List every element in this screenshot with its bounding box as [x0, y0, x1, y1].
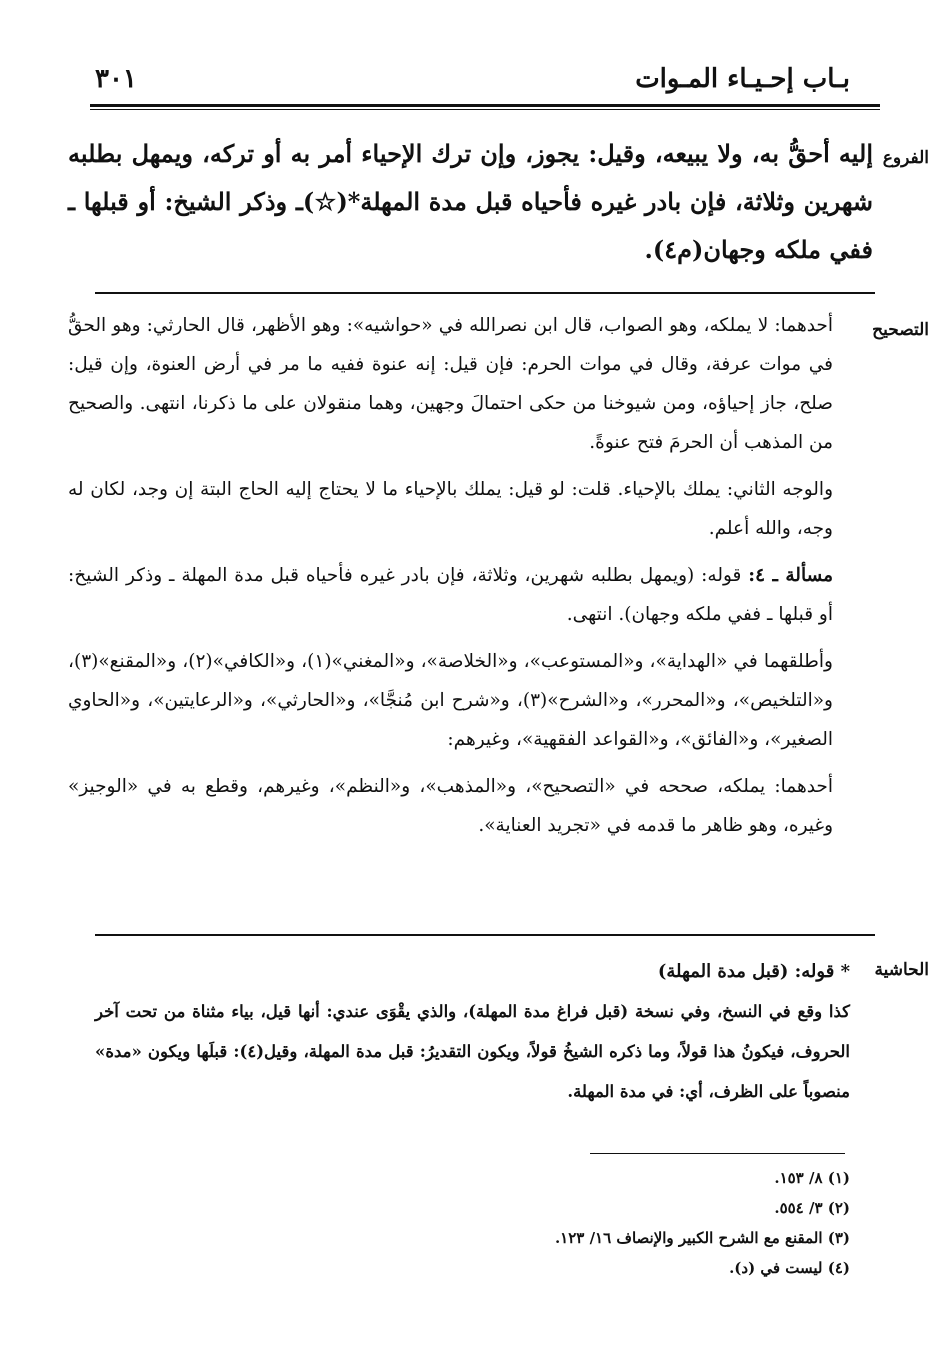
masala-text: قوله: (ويمهل بطلبه شهرين، وثلاثة، فإن بادر غيره فأحياه قبل مدة المهلة ـ وذكر الشيخ: أو قبلها ـ ففي ملكه وجهان). انتهى.: [68, 565, 833, 625]
section-divider-1: [95, 292, 875, 294]
running-header-title: بـاب إحـيـاء المـوات: [635, 64, 850, 94]
masala-label: مسألة ـ ٤:: [748, 565, 833, 586]
footnote-item: (١) ٨/ ١٥٣.: [774, 1169, 850, 1187]
page-number: ٣٠١: [95, 64, 137, 94]
footnote-rule: [590, 1153, 845, 1154]
footnotes: [350, 1163, 850, 1283]
tashih-label: التصحيح: [872, 320, 929, 340]
footnote-item: (٣) المقنع مع الشرح الكبير والإنصاف ١٦/ ١٢٣.: [554, 1229, 850, 1247]
tashih-paragraph: وأطلقهما في «الهداية»، و«المستوعب»، و«الخلاصة»، و«المغني»(١)، و«الكافي»(٢)، و«المقنع»(٣)، و«التلخيص»، و«المحرر»، و«الشرح»(٣)، و«شرح ابن مُنجَّا»، و«الحارثي»، و«الرعايتين»، و«الحاوي الصغير»، و«الفائق»، و«القواعد الفقهية»، وغيرهم:: [68, 651, 833, 750]
hashiya-text: كذا وقع في النسخ، وفي نسخة (قبل فراغ مدة المهلة)، والذي يقْوَى عندي: أنها قيل، بياء مثناة من تحت آخر الحروف، فيكونُ هذا قولاً، وما ذكره الشيخُ قولاً، ويكون التقديرُ: قبل مدة المهلة، وقيل(٤): قبلَها ويكون «مدة» منصوباً على الظرف، أي: في مدة المهلة.: [95, 1002, 850, 1101]
hashiya-block: [95, 952, 850, 1142]
masala-paragraph: [68, 556, 873, 634]
header-rule-thin: [90, 109, 880, 110]
tashih-paragraph: والوجه الثاني: يملك بالإحياء. قلت: لو قيل: يملك بالإحياء ما لا يحتاج إليه الحاج البتة إن وجد، لكان له وجه، والله أعلم.: [68, 479, 833, 539]
footnote-item: (٤) ليست في (د).: [729, 1259, 850, 1277]
furu-label: الفروع: [882, 148, 929, 168]
tashih-text: [68, 306, 873, 926]
furu-text: إليه أحقُّ به، ولا يبيعه، وقيل: يجوز، وإن ترك الإحياء أمر به أو تركه، ويمهل بطلبه شهرين وثلاثة، فإن بادر غيره فأحياه قبل مدة المهلة*(☆)ـ وذكر الشيخ: أو قبلها ـ ففي ملكه وجهان(م٤).: [68, 139, 873, 264]
tashih-paragraph: أحدهما: يملكه، صححه في «التصحيح»، و«المذهب»، و«النظم»، وغيرهم، وقطع به في «الوجيز» وغيره، وهو ظاهر ما قدمه في «تجريد العناية».: [68, 776, 833, 836]
header-rule: [90, 104, 880, 107]
tashih-paragraph: أحدهما: لا يملكه، وهو الصواب، قال ابن نصرالله في «حواشيه»: وهو الأظهر، قال الحارثي: وهو الحقُّ في موات عرفة، وقال في موات الحرم: فإن قيل: إنه عنوة ففيه ما مر في أرض العنوة، وإن قيل: صلح، جاز إحياؤه، ومن شيوخنا من حكى احتمالَ وجهين، وهما منقولان على ما ذكرنا، انتهى. والصحيح من المذهب أن الحرمَ فتح عنوةً.: [68, 315, 833, 453]
hashiya-heading: * قوله: (قبل مدة المهلة): [657, 961, 850, 982]
footnote-item: (٢) ٣/ ٥٥٤.: [774, 1199, 850, 1217]
section-divider-2: [95, 934, 875, 936]
hashiya-label: الحاشية: [874, 960, 929, 980]
